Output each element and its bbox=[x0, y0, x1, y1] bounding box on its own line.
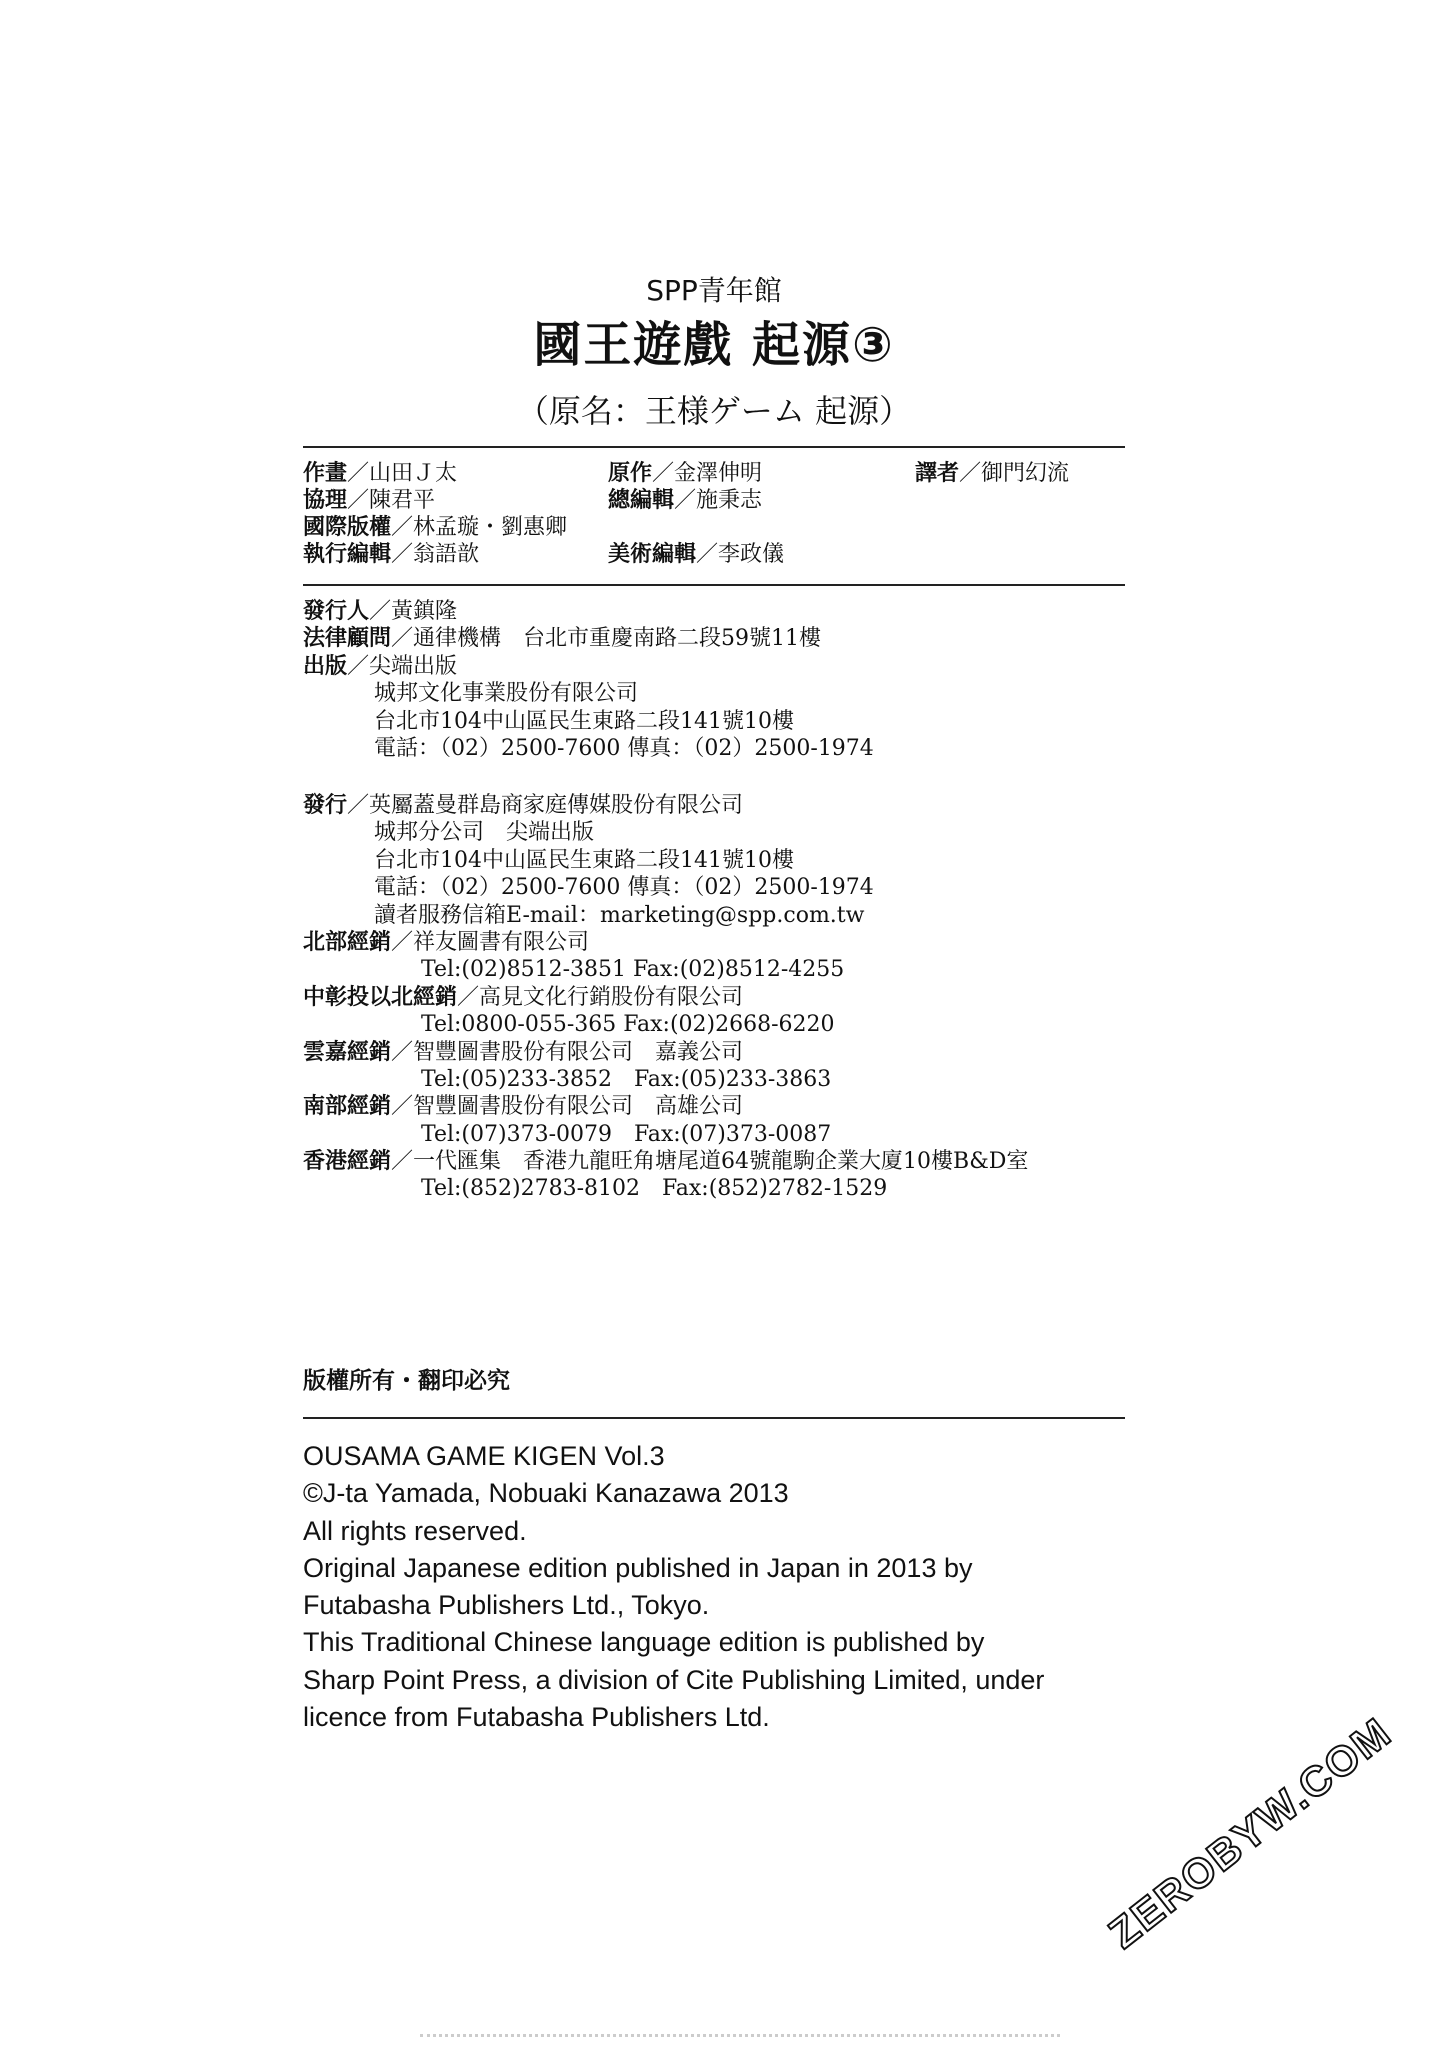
staff-credits bbox=[303, 456, 1125, 567]
credit-label: 總編輯 bbox=[608, 488, 675, 513]
credit-value: 林孟璇・劉惠卿 bbox=[413, 515, 568, 540]
english-line: Original Japanese edition published in Japan in 2013 by bbox=[303, 1552, 973, 1583]
credit-row: 協理／陳君平 總編輯／施秉志 bbox=[303, 488, 763, 513]
issue-email: 讀者服務信箱E-mail：marketing@spp.com.tw bbox=[374, 902, 865, 928]
credit-value: 御門幻流 bbox=[981, 461, 1070, 486]
distribution-info bbox=[303, 792, 1183, 1203]
credit-label: 原作 bbox=[608, 461, 653, 486]
dealer-contact: Tel:(07)373-0079 Fax:(07)373-0087 bbox=[421, 1121, 832, 1147]
credit-label: 作畫 bbox=[303, 461, 348, 486]
dealer-contact: Tel:(852)2783-8102 Fax:(852)2782-1529 bbox=[421, 1176, 888, 1202]
english-copyright bbox=[303, 1438, 1203, 1736]
english-line: licence from Futabasha Publishers Ltd. bbox=[303, 1702, 770, 1733]
issue-phone: 電話：（02）2500-7600 傳真：（02）2500-1974 bbox=[374, 875, 874, 901]
credit-label: 協理 bbox=[303, 488, 348, 513]
issue-address: 台北市104中山區民生東路二段141號10樓 bbox=[374, 847, 794, 873]
english-line: OUSAMA GAME KIGEN Vol.3 bbox=[303, 1441, 665, 1471]
title-block bbox=[303, 272, 1125, 434]
dealer-line: 香港經銷／一代匯集 香港九龍旺角塘尾道64號龍駒企業大廈10樓B&D室 bbox=[303, 1149, 1029, 1175]
credit-value: 李政儀 bbox=[718, 542, 785, 567]
divider-top bbox=[303, 446, 1125, 448]
series-name: SPP青年館 bbox=[646, 274, 782, 307]
publisher-info bbox=[303, 598, 1183, 762]
credit-value: 翁語歆 bbox=[413, 542, 480, 567]
dealer-line: 北部經銷／祥友圖書有限公司 bbox=[303, 929, 590, 955]
divider-middle bbox=[303, 584, 1125, 586]
credit-value: 山田Ｊ太 bbox=[369, 461, 458, 486]
publisher-address: 台北市104中山區民生東路二段141號10樓 bbox=[374, 708, 794, 734]
original-title: （原名：王様ゲーム 起源） bbox=[516, 392, 912, 430]
english-line: Sharp Point Press, a division of Cite Publishing Limited, under bbox=[303, 1664, 1045, 1695]
issuer-line: 發行人／黃鎮隆 bbox=[303, 599, 458, 624]
dealer-line: 南部經銷／智豐圖書股份有限公司 高雄公司 bbox=[303, 1094, 744, 1120]
dealer-line: 雲嘉經銷／智豐圖書股份有限公司 嘉義公司 bbox=[303, 1039, 744, 1065]
dealer-line: 中彰投以北經銷／高見文化行銷股份有限公司 bbox=[303, 984, 744, 1010]
credit-label: 美術編輯 bbox=[608, 542, 697, 567]
credit-value: 金澤伸明 bbox=[674, 461, 763, 486]
credit-row: 國際版權／林孟璇・劉惠卿 bbox=[303, 515, 568, 540]
issue-branch: 城邦分公司 尖端出版 bbox=[374, 820, 595, 846]
english-line: ©J-ta Yamada, Nobuaki Kanazawa 2013 bbox=[303, 1478, 789, 1509]
dealer-contact: Tel:(02)8512-3851 Fax:(02)8512-4255 bbox=[421, 957, 845, 983]
credit-value: 陳君平 bbox=[369, 488, 436, 513]
credit-label: 執行編輯 bbox=[303, 542, 392, 567]
scan-noise bbox=[420, 2034, 1060, 2045]
publish-line: 出版／尖端出版 bbox=[303, 653, 458, 679]
english-line: This Traditional Chinese language edition is published by bbox=[303, 1627, 985, 1658]
publisher-company: 城邦文化事業股份有限公司 bbox=[374, 681, 639, 707]
copyright-notice: 版權所有・翻印必究 bbox=[303, 1368, 510, 1394]
english-line: Futabasha Publishers Ltd., Tokyo. bbox=[303, 1590, 710, 1621]
credit-row: 執行編輯／翁語歆 美術編輯／李政儀 bbox=[303, 542, 785, 567]
publisher-phone: 電話：（02）2500-7600 傳真：（02）2500-1974 bbox=[374, 735, 874, 761]
credit-value: 施秉志 bbox=[696, 488, 763, 513]
english-line: All rights reserved. bbox=[303, 1515, 527, 1546]
legal-line: 法律顧問／通律機構 台北市重慶南路二段59號11樓 bbox=[303, 626, 822, 652]
book-title: 國王遊戲 起源③ bbox=[533, 317, 895, 373]
watermark-logo: ZEROBYW.COM bbox=[1100, 1708, 1401, 1958]
credit-label: 譯者 bbox=[915, 461, 960, 486]
issue-line: 發行／英屬蓋曼群島商家庭傳媒股份有限公司 bbox=[303, 793, 744, 818]
dealer-contact: Tel:0800-055-365 Fax:(02)2668-6220 bbox=[421, 1012, 835, 1038]
dealer-contact: Tel:(05)233-3852 Fax:(05)233-3863 bbox=[421, 1066, 832, 1092]
divider-bottom bbox=[303, 1417, 1125, 1419]
credit-label: 國際版權 bbox=[303, 515, 392, 540]
credit-row: 作畫／山田Ｊ太 原作／金澤伸明 譯者／御門幻流 bbox=[303, 461, 1070, 486]
